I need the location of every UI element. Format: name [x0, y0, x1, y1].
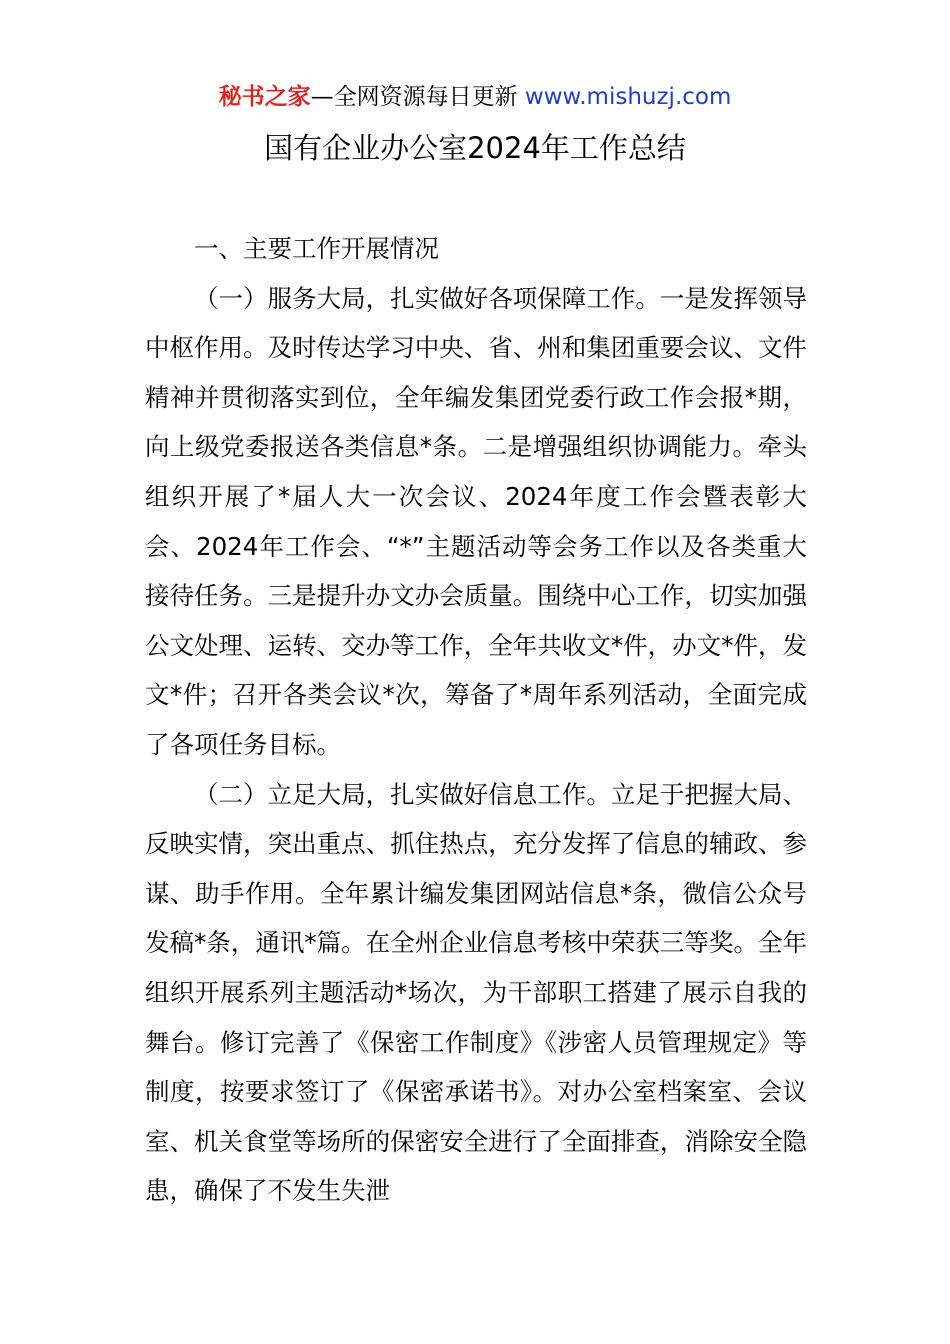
- document-body: [145, 224, 807, 1216]
- body-paragraph: （一）服务大局，扎实做好各项保障工作。一是发挥领导中枢作用。及时传达学习中央、省、州和集团重要会议、文件精神并贯彻落实到位，全年编发集团党委行政工作会报*期，向上级党委报送各类信息*条。二是增强组织协调能力。牵头组织开展了*届人大一次会议、2024年度工作会暨表彰大会、2024年工作会、“*”主题活动等会务工作以及各类重大接待任务。三是提升办文办会质量。围绕中心工作，切实加强公文处理、运转、交办等工作，全年共收文*件，办文*件，发文*件；召开各类会议*次，筹备了*周年系列活动，全面完成了各项任务目标。: [145, 283, 807, 759]
- site-header: [0, 80, 950, 114]
- body-paragraph: （二）立足大局，扎实做好信息工作。立足于把握大局、反映实情，突出重点、抓住热点，充分发挥了信息的辅政、参谋、助手作用。全年累计编发集团网站信息*条，微信公众号发稿*条，通讯*篇。在全州企业信息考核中荣获三等奖。全年组织开展系列主题活动*场次，为干部职工搭建了展示自我的舞台。修订完善了《保密工作制度》《涉密人员管理规定》等制度，按要求签订了《保密承诺书》。对办公室档案室、会议室、机关食堂等场所的保密安全进行了全面排查，消除安全隐患，确保了不发生失泄: [145, 779, 807, 1206]
- brand-name: 秘书之家: [218, 84, 311, 110]
- site-url-link[interactable]: www.mishuzj.com: [524, 84, 732, 110]
- header-tagline: —全网资源每日更新: [310, 84, 518, 110]
- document-title: 国有企业办公室2024年工作总结: [264, 131, 686, 165]
- section-heading: 一、主要工作开展情况: [194, 234, 439, 263]
